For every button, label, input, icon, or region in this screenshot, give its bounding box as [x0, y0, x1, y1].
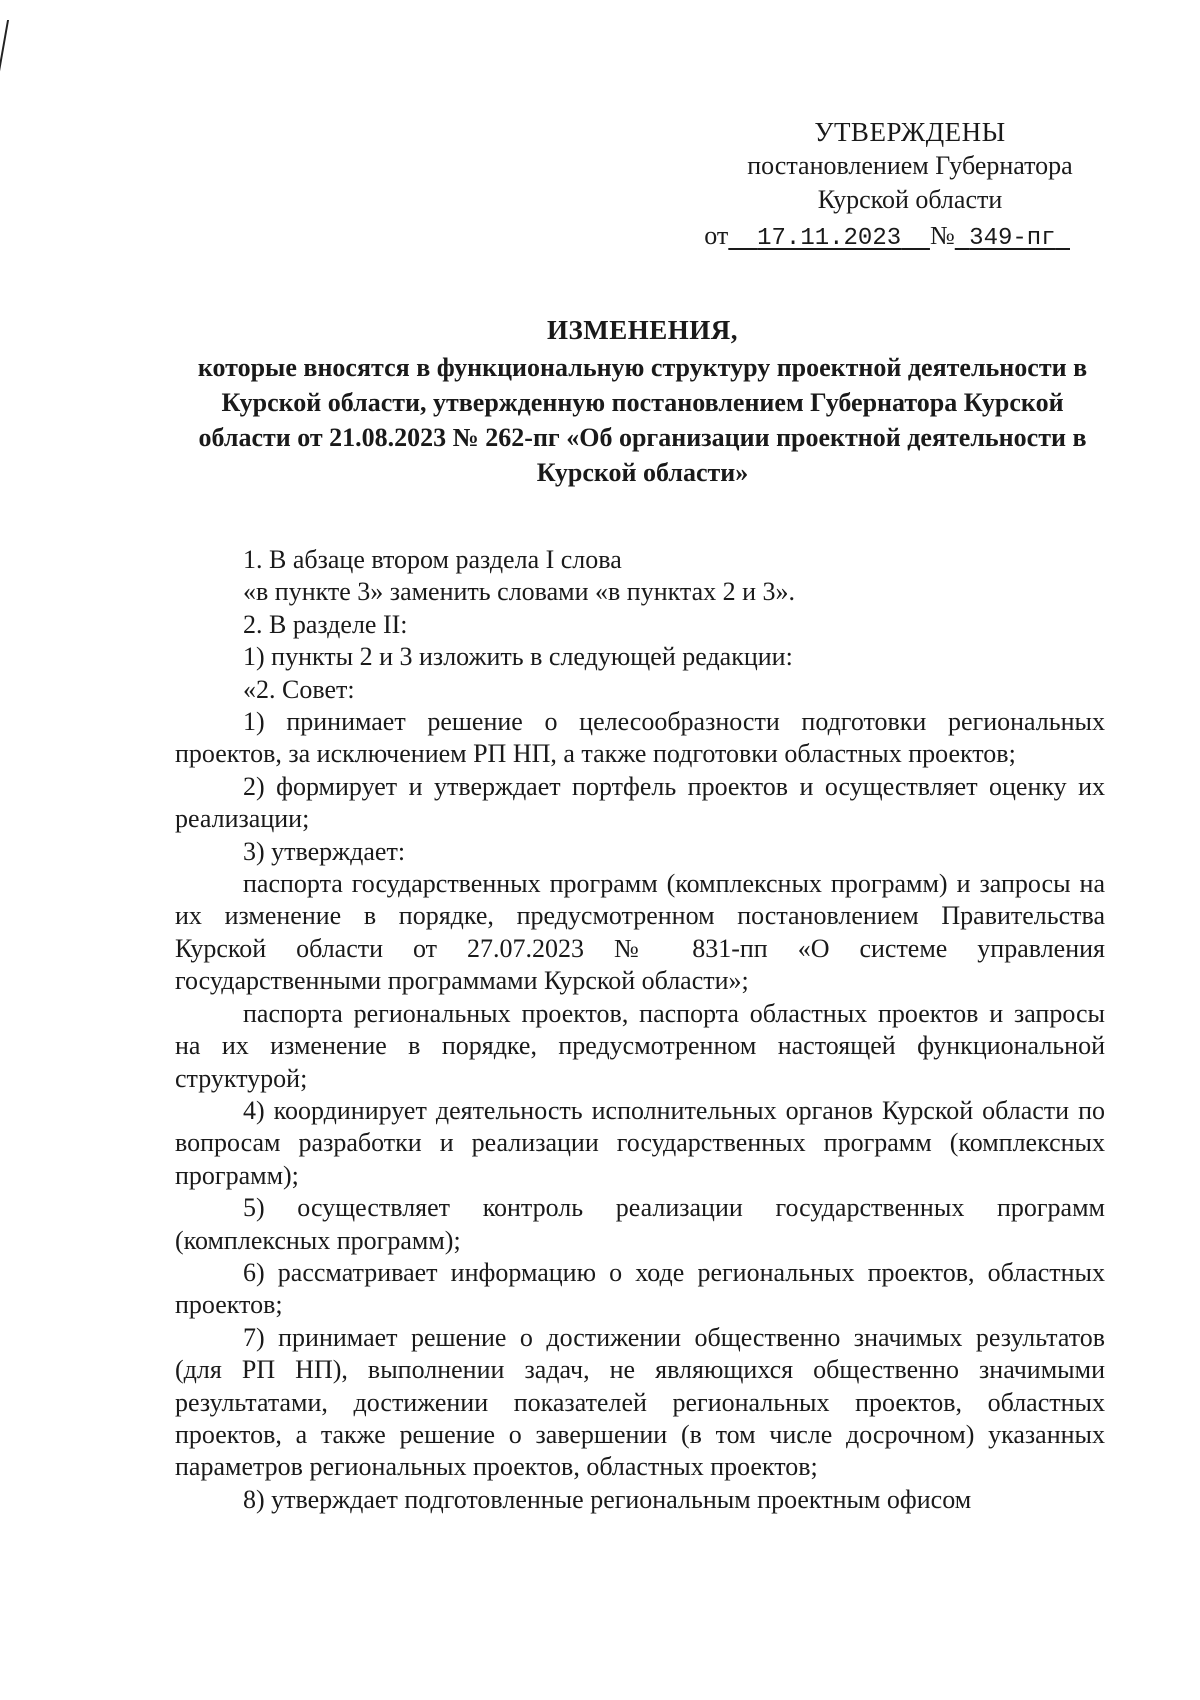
paragraph: «в пункте 3» заменить словами «в пунктах 2 и 3». — [243, 577, 796, 607]
paragraph: 2. В разделе II: — [243, 609, 408, 639]
approval-date: 17.11.2023 — [757, 225, 902, 252]
paragraph: 6) рассматривает информацию о ходе региональных проектов, областных проектов; — [175, 1257, 1105, 1320]
approved-label: УТВЕРЖДЕНЫ — [814, 117, 1006, 147]
document-subtitle: которые вносятся в функциональную структуру проектной деятельности в Курской области, утвержденную постановлением Губернатора Курской области от 21.08.2023 № 262-пг «Об организации проектной деятельности в Курской области» — [197, 353, 1088, 487]
approval-number: 349-пг — [969, 225, 1056, 252]
paragraph: паспорта региональных проектов, паспорта областных проектов и запросы на их изменение в порядке, предусмотренном настоящей функциональной структурой; — [175, 998, 1105, 1093]
document-title-block — [175, 312, 1110, 490]
date-prefix: от — [704, 221, 729, 250]
document-body — [175, 544, 1105, 1516]
paragraph: 1) пункты 2 и 3 изложить в следующей редакции: — [243, 642, 793, 672]
approval-date-line — [690, 219, 1090, 256]
paragraph: 4) координирует деятельность исполнительных органов Курской области по вопросам разработки и реализации государственных программ (комплексных программ); — [175, 1095, 1105, 1190]
paragraph: 7) принимает решение о достижении общественно значимых результатов (для РП НП), выполнении задач, не являющихся общественно значимыми результатами, достижении показателей региональных проектов, областных проектов, а также решение о завершении (в том числе досрочном) указанных параметров региональных проектов, областных проектов; — [175, 1322, 1105, 1482]
approval-stamp — [690, 115, 1090, 256]
paragraph: 1. В абзаце втором раздела I слова — [243, 545, 622, 574]
paragraph: 5) осуществляет контроль реализации государственных программ (комплексных программ); — [175, 1193, 1105, 1255]
approval-region: Курской области — [817, 185, 1003, 214]
paragraph: 2) формирует и утверждает портфель проектов и осуществляет оценку их реализации; — [175, 771, 1105, 834]
document-title: ИЗМЕНЕНИЯ, — [546, 315, 738, 345]
scan-edge-mark — [0, 20, 9, 100]
paragraph: 1) принимает решение о целесообразности подготовки региональных проектов, за исключением РП НП, а также подготовки областных проектов; — [175, 707, 1105, 769]
paragraph: «2. Совет: — [243, 674, 355, 704]
approval-basis: постановлением Губернатора — [747, 151, 1073, 180]
paragraph: 3) утверждает: — [243, 836, 406, 866]
paragraph: 8) утверждает подготовленные региональным проектным офисом — [243, 1484, 972, 1514]
number-prefix: № — [929, 221, 955, 250]
paragraph: паспорта государственных программ (комплексных программ) и запросы на их изменение в порядке, предусмотренном постановлением Правительства Курской области от 27.07.2023 № 831-пп «О системе управления государственными программами Курской области»; — [175, 869, 1105, 996]
